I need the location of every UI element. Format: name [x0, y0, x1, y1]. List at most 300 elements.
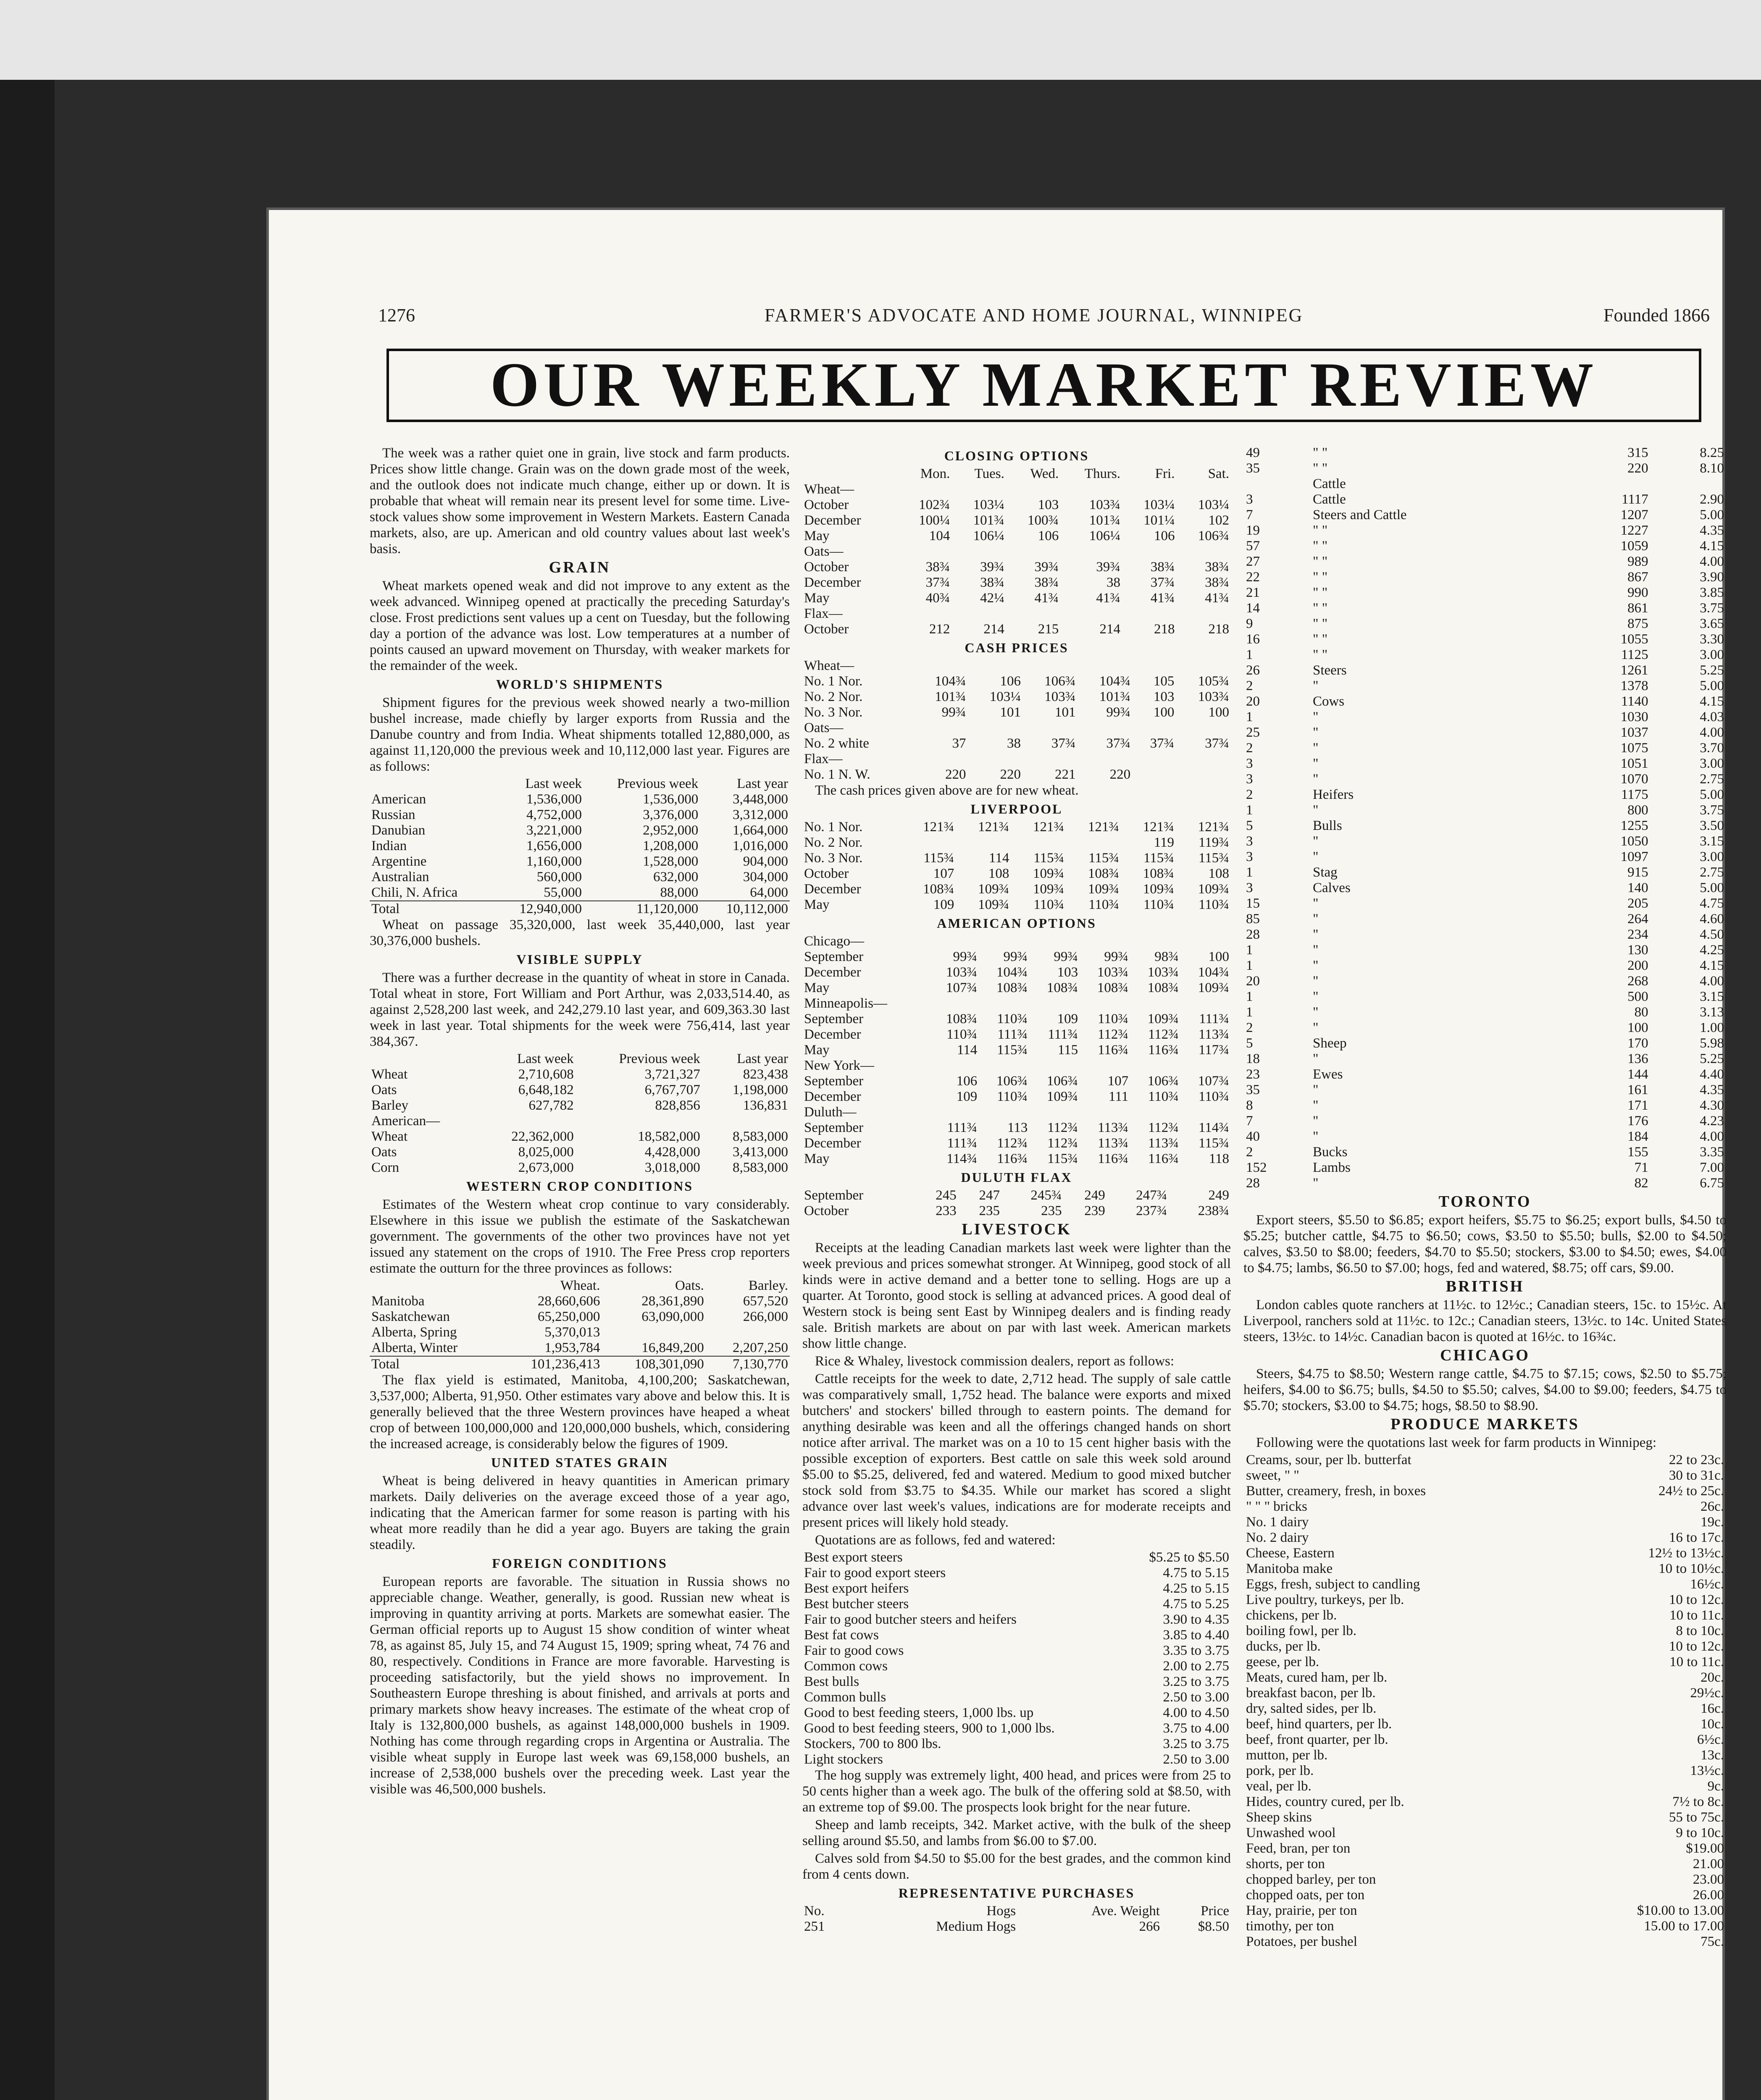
- table-cell: 114: [989, 850, 1009, 866]
- table-cell: 14: [1246, 601, 1260, 616]
- table-cell: 2,673,000: [518, 1160, 574, 1175]
- table-cell: 7: [1246, 507, 1253, 522]
- table-row: [1243, 1810, 1727, 1825]
- table-cell: Butter, creamery, fresh, in boxes: [1246, 1483, 1426, 1499]
- table-row: [1243, 1561, 1727, 1577]
- american-options-heading: AMERICAN OPTIONS: [937, 916, 1096, 931]
- table-cell: Russian: [371, 807, 415, 822]
- table-cell: 23.00: [1693, 1872, 1724, 1887]
- table-cell: [979, 934, 1029, 949]
- chicago-heading: CHICAGO: [1440, 1347, 1530, 1364]
- table-cell: 915: [1627, 865, 1648, 880]
- table-cell: 37¾: [1205, 736, 1229, 751]
- table-cell: 28,660,606: [537, 1294, 600, 1309]
- table-cell: Wheat: [371, 1067, 408, 1082]
- table-cell: 103: [1153, 689, 1175, 704]
- table-cell: 5.00: [1700, 507, 1724, 522]
- table-row: [802, 850, 1231, 866]
- table-cell: [901, 835, 956, 850]
- table-cell: 4.25: [1700, 942, 1724, 958]
- table-cell: " ": [1312, 445, 1328, 460]
- table-cell: 37¾: [1150, 736, 1175, 751]
- table-cell: October: [804, 1203, 849, 1218]
- table-cell: Total: [370, 901, 493, 917]
- table-row: [1243, 958, 1727, 974]
- table-cell: Wheat—: [804, 482, 854, 497]
- table-cell: [1080, 934, 1130, 949]
- table-cell: [951, 544, 1006, 559]
- table-cell: 3.85: [1700, 585, 1724, 600]
- table-cell: 107¾: [946, 980, 978, 995]
- table-cell: 1255: [1620, 818, 1648, 833]
- table-row: [1243, 1794, 1727, 1810]
- table-cell: May: [804, 1151, 830, 1166]
- table-cell: [1029, 934, 1080, 949]
- table-cell: 107¾: [1198, 1074, 1229, 1089]
- table-cell: 106¾: [1044, 674, 1076, 689]
- table-cell: December: [804, 1027, 861, 1042]
- table-cell: chopped oats, per ton: [1246, 1887, 1365, 1903]
- table-row: [1243, 1903, 1727, 1919]
- table-cell: 3.15: [1700, 989, 1724, 1004]
- table-cell: Bulls: [1312, 818, 1342, 833]
- table-cell: 214: [983, 622, 1004, 637]
- table-cell: 18: [1246, 1051, 1260, 1066]
- table-cell: [1006, 606, 1060, 622]
- table-cell: 4.03: [1700, 709, 1724, 724]
- table-cell: 37: [952, 736, 966, 751]
- table-row: [370, 1113, 790, 1129]
- table-cell: 8,025,000: [518, 1144, 574, 1160]
- table-row: [1243, 585, 1727, 601]
- table-cell: 4.15: [1700, 958, 1724, 973]
- table-cell: 28: [1246, 927, 1260, 942]
- table-row: [370, 854, 790, 869]
- table-cell: 71: [1634, 1160, 1648, 1175]
- table-cell: 3.65: [1700, 616, 1724, 631]
- table-cell: Last week: [517, 1051, 574, 1066]
- table-cell: 3.35 to 3.75: [1163, 1643, 1229, 1658]
- table-cell: 108,301,090: [602, 1356, 705, 1372]
- table-cell: 15: [1246, 896, 1260, 911]
- table-cell: December: [804, 1136, 861, 1151]
- table-cell: Price: [1201, 1903, 1229, 1919]
- table-cell: 116¾: [1098, 1151, 1129, 1166]
- table-cell: 15.00 to 17.00: [1644, 1919, 1724, 1934]
- table-cell: Potatoes, per bushel: [1246, 1934, 1357, 1949]
- table-row: [1243, 709, 1727, 725]
- table-row: [1243, 1592, 1727, 1608]
- table-cell: " ": [1312, 647, 1328, 662]
- table-cell: 20: [1246, 974, 1260, 989]
- table-row: [1243, 1608, 1727, 1623]
- table-cell: 1,208,000: [643, 838, 699, 853]
- table-cell: Feed, bran, per ton: [1246, 1841, 1351, 1856]
- table-cell: Manitoba make: [1246, 1561, 1333, 1576]
- table-cell: 3.75 to 4.00: [1163, 1721, 1229, 1736]
- table-row: [802, 882, 1231, 897]
- table-cell: 102¾: [919, 497, 950, 512]
- table-row: [1243, 1685, 1727, 1701]
- table-cell: 16,849,200: [641, 1340, 704, 1355]
- purchases-heading: REPRESENTATIVE PURCHASES: [898, 1885, 1135, 1900]
- table-cell: 144: [1627, 1067, 1648, 1082]
- table-row: [802, 1612, 1231, 1628]
- table-row: [370, 1051, 790, 1067]
- table-cell: 103¼: [1198, 497, 1229, 512]
- table-cell: 26: [1246, 663, 1260, 678]
- table-cell: [1029, 996, 1080, 1011]
- table-row: [1243, 663, 1727, 678]
- table-cell: [1078, 720, 1133, 736]
- table-cell: Steers and Cattle: [1312, 507, 1407, 522]
- table-cell: 152: [1246, 1160, 1267, 1175]
- table-cell: 115¾: [1033, 850, 1064, 866]
- table-cell: 4.35: [1700, 523, 1724, 538]
- table-cell: December: [804, 1089, 861, 1104]
- table-cell: 109¾: [1198, 882, 1229, 897]
- table-cell: [1132, 767, 1176, 782]
- table-cell: 121¾: [978, 819, 1009, 835]
- table-cell: 88,000: [660, 885, 699, 900]
- table-row: [370, 1356, 790, 1372]
- table-cell: 112¾: [1148, 1120, 1179, 1135]
- table-cell: 3.00: [1700, 756, 1724, 771]
- table-cell: 1125: [1621, 647, 1648, 662]
- newspaper-page: [269, 210, 1727, 2100]
- table-cell: 106¼: [973, 528, 1004, 543]
- table-cell: Light stockers: [804, 1752, 883, 1767]
- table-cell: 109¾: [978, 882, 1009, 897]
- table-cell: December: [804, 513, 861, 528]
- table-cell: ducks, per lb.: [1246, 1639, 1321, 1654]
- table-cell: 235: [1041, 1203, 1062, 1218]
- table-cell: 1.00: [1700, 1020, 1724, 1035]
- table-cell: [1132, 751, 1176, 767]
- table-cell: 100: [1153, 705, 1175, 720]
- table-cell: 22: [1246, 570, 1260, 585]
- table-cell: [1651, 476, 1727, 492]
- table-cell: 100: [1627, 1020, 1648, 1035]
- foreign-conditions-heading: FOREIGN CONDITIONS: [492, 1556, 668, 1571]
- table-cell: shorts, per ton: [1246, 1856, 1325, 1872]
- table-cell: 3,413,000: [733, 1144, 788, 1160]
- table-cell: 106¼: [1089, 528, 1121, 543]
- table-cell: 19: [1246, 523, 1260, 538]
- table-cell: 5.00: [1700, 678, 1724, 693]
- table-cell: [1006, 544, 1060, 559]
- table-cell: 220: [1627, 461, 1648, 476]
- table-cell: [1176, 658, 1231, 674]
- table-cell: Lambs: [1312, 1160, 1351, 1175]
- table-cell: No. 3 Nor.: [804, 850, 863, 866]
- table-cell: 109¾: [1143, 882, 1175, 897]
- table-cell: [1180, 1058, 1231, 1074]
- table-cell: 2.50 to 3.00: [1163, 1690, 1229, 1705]
- table-row: [802, 1628, 1231, 1643]
- table-cell: May: [804, 591, 830, 606]
- table-cell: Unwashed wool: [1246, 1825, 1336, 1840]
- table-cell: 214: [1099, 622, 1121, 637]
- table-cell: May: [804, 1042, 830, 1058]
- table-cell: Medium Hogs: [936, 1919, 1016, 1934]
- table-cell: Alberta, Spring: [371, 1325, 457, 1340]
- table-cell: 26.00: [1693, 1887, 1724, 1903]
- table-row: [1243, 911, 1727, 927]
- table-cell: 2,207,250: [733, 1340, 788, 1355]
- table-row: [802, 996, 1231, 1011]
- table-cell: Wheat: [371, 1129, 408, 1144]
- table-row: [1243, 756, 1727, 772]
- table-cell: [1176, 751, 1231, 767]
- table-cell: Duluth—: [804, 1105, 857, 1120]
- table-cell: 247¾: [1136, 1188, 1167, 1203]
- table-cell: 8.10: [1700, 461, 1724, 476]
- table-cell: 41¾: [1205, 591, 1229, 606]
- table-cell: Cattle: [1312, 492, 1346, 507]
- table-cell: 100: [1208, 705, 1229, 720]
- table-cell: 16c.: [1701, 1701, 1724, 1716]
- table-cell: 3: [1246, 880, 1253, 895]
- table-cell: beef, front quarter, per lb.: [1246, 1732, 1388, 1747]
- table-cell: " ": [1312, 616, 1328, 631]
- table-cell: ": [1312, 1129, 1319, 1144]
- table-row: [1243, 1020, 1727, 1036]
- table-row: [802, 466, 1231, 482]
- table-cell: [1122, 544, 1176, 559]
- table-cell: 108¾: [946, 1011, 978, 1026]
- table-cell: Best fat cows: [804, 1628, 879, 1643]
- table-cell: No. 2 dairy: [1246, 1530, 1309, 1545]
- table-cell: ": [1312, 1176, 1319, 1191]
- table-cell: 221: [1055, 767, 1076, 782]
- table-cell: 112¾: [1047, 1136, 1078, 1151]
- table-cell: [967, 751, 1022, 767]
- table-cell: 113: [1007, 1120, 1028, 1135]
- visible-supply-paragraph: There was a further decrease in the quantity of wheat in store in Canada. Total wheat in store, Fort William and Port Arthur, was 2,033,514.40, as against 2,528,200 last week, and 242,279.10 last year, and 609,363.30 last week in last year. Total shipments for the week were 756,414, last year 384,367.: [370, 970, 790, 1049]
- table-cell: 1050: [1620, 834, 1648, 849]
- table-cell: No. 1 dairy: [1246, 1515, 1309, 1530]
- table-row: [802, 1042, 1231, 1058]
- table-row: [802, 1105, 1231, 1120]
- table-row: [1243, 1639, 1727, 1654]
- table-cell: 103¾: [1044, 689, 1076, 704]
- table-cell: 7,130,770: [706, 1356, 790, 1372]
- crop-estimate-table: [370, 1278, 790, 1372]
- table-row: [1243, 523, 1727, 538]
- table-cell: Flax—: [804, 751, 843, 766]
- table-row: [1243, 570, 1727, 585]
- table-cell: 1: [1246, 865, 1253, 880]
- table-row: [1243, 1577, 1727, 1592]
- table-cell: 5.25: [1700, 1051, 1724, 1066]
- table-cell: " ": [1312, 554, 1328, 569]
- table-cell: Alberta, Winter: [371, 1340, 458, 1355]
- table-row: [802, 575, 1231, 591]
- table-cell: 990: [1627, 585, 1648, 600]
- table-cell: 109¾: [1033, 866, 1064, 881]
- table-row: [802, 1705, 1231, 1721]
- table-cell: 75c.: [1701, 1934, 1724, 1949]
- table-cell: 2.75: [1700, 865, 1724, 880]
- table-cell: ": [1312, 834, 1319, 849]
- table-cell: 113¾: [1148, 1136, 1179, 1151]
- table-cell: American: [371, 792, 426, 807]
- table-cell: 101¾: [1099, 689, 1131, 704]
- table-cell: [897, 482, 951, 497]
- table-cell: [1180, 1105, 1231, 1120]
- closing-options-heading: CLOSING OPTIONS: [944, 448, 1089, 463]
- table-cell: 1: [1246, 989, 1253, 1004]
- table-cell: 205: [1627, 896, 1648, 911]
- table-cell: New York—: [804, 1058, 874, 1073]
- table-cell: 1,536,000: [526, 792, 582, 807]
- table-cell: " ": [1312, 538, 1328, 554]
- table-cell: 41¾: [1034, 591, 1059, 606]
- table-cell: [477, 1113, 576, 1129]
- table-cell: 116¾: [1148, 1042, 1179, 1058]
- table-cell: 220: [1000, 767, 1021, 782]
- table-cell: 1097: [1620, 849, 1648, 864]
- table-cell: 266: [1139, 1919, 1160, 1934]
- table-cell: ": [1312, 1051, 1319, 1066]
- table-cell: 3,721,327: [644, 1067, 700, 1082]
- table-cell: 3: [1246, 834, 1253, 849]
- table-cell: 101: [1000, 705, 1021, 720]
- purchases-table: [802, 1903, 1231, 1935]
- table-cell: Indian: [371, 838, 407, 853]
- calves-paragraph: Calves sold from $4.50 to $5.00 for the best grades, and the common kind from 4 cents down.: [802, 1851, 1231, 1882]
- table-cell: 9: [1246, 616, 1253, 631]
- table-row: [1243, 1051, 1727, 1067]
- table-cell: 102: [1208, 513, 1229, 528]
- table-cell: 4.00: [1700, 974, 1724, 989]
- table-cell: 2.75: [1700, 772, 1724, 787]
- produce-intro: Following were the quotations last week for farm products in Winnipeg:: [1256, 1435, 1657, 1450]
- table-cell: 103¼: [973, 497, 1004, 512]
- table-row: [370, 1309, 790, 1325]
- table-cell: ": [1312, 740, 1319, 756]
- table-cell: ": [1312, 678, 1319, 693]
- table-row: [802, 1919, 1231, 1935]
- table-row: [1243, 1530, 1727, 1546]
- table-cell: American—: [371, 1113, 440, 1129]
- table-cell: 99¾: [941, 705, 966, 720]
- table-cell: pork, per lb.: [1246, 1763, 1314, 1778]
- table-cell: 103¾: [1097, 965, 1129, 980]
- table-cell: [1243, 476, 1310, 492]
- table-cell: [967, 658, 1022, 674]
- table-cell: 828,856: [655, 1098, 700, 1113]
- table-cell: 3: [1246, 849, 1253, 864]
- table-row: [370, 1278, 790, 1294]
- table-cell: 103¼: [1143, 497, 1175, 512]
- table-row: [802, 1596, 1231, 1612]
- quotations-table: [802, 1550, 1231, 1767]
- table-cell: 1075: [1620, 740, 1648, 756]
- sheep-paragraph: Sheep and lamb receipts, 342. Market active, with the bulk of the sheep selling around $5.50, and lambs from $6.00 to $7.00.: [802, 1817, 1231, 1848]
- table-cell: No. 2 Nor.: [804, 689, 863, 704]
- table-cell: 800: [1627, 803, 1648, 818]
- table-cell: Corn: [371, 1160, 399, 1175]
- table-cell: 5.00: [1700, 787, 1724, 802]
- table-cell: Danubian: [371, 823, 426, 838]
- table-cell: 115: [1057, 1042, 1078, 1058]
- table-row: [802, 965, 1231, 980]
- table-cell: Oats—: [804, 720, 844, 735]
- table-cell: 110¾: [1148, 1089, 1179, 1104]
- table-cell: 4.23: [1700, 1113, 1724, 1129]
- table-cell: Oats: [371, 1144, 397, 1160]
- livestock-heading: LIVESTOCK: [962, 1221, 1072, 1238]
- table-cell: [967, 720, 1022, 736]
- table-cell: 1,536,000: [643, 792, 699, 807]
- table-cell: 19c.: [1701, 1515, 1724, 1530]
- table-cell: 3.70: [1700, 740, 1724, 756]
- table-cell: Last week: [525, 776, 582, 791]
- table-cell: 1037: [1620, 725, 1648, 740]
- table-cell: [913, 751, 968, 767]
- table-cell: 35: [1246, 1082, 1260, 1097]
- table-cell: [1176, 482, 1231, 497]
- table-cell: [1006, 482, 1060, 497]
- table-cell: Steers: [1312, 663, 1347, 678]
- table-cell: 112¾: [1047, 1120, 1078, 1135]
- table-row: [1243, 740, 1727, 756]
- table-cell: " " " bricks: [1246, 1499, 1307, 1514]
- table-row: [1243, 1856, 1727, 1872]
- table-cell: Wheat—: [804, 658, 854, 673]
- table-cell: 11,120,000: [583, 901, 700, 917]
- table-cell: 989: [1627, 554, 1648, 569]
- table-cell: [979, 1058, 1029, 1074]
- table-cell: May: [804, 897, 830, 912]
- table-cell: 100: [1208, 949, 1229, 964]
- table-row: [370, 776, 790, 792]
- table-cell: Fair to good export steers: [804, 1565, 946, 1580]
- table-cell: 110¾: [1033, 897, 1064, 912]
- table-row: [1243, 616, 1727, 632]
- table-cell: 3.00: [1700, 849, 1724, 864]
- table-cell: ": [1312, 896, 1319, 911]
- table-cell: 115¾: [1198, 850, 1229, 866]
- cash-prices-table: [802, 658, 1231, 782]
- table-cell: 101: [1055, 705, 1076, 720]
- table-cell: 99¾: [1054, 949, 1078, 964]
- table-cell: 3,448,000: [733, 792, 788, 807]
- table-cell: 2.90: [1700, 492, 1724, 507]
- table-row: [802, 705, 1231, 720]
- table-cell: 861: [1627, 601, 1648, 616]
- table-cell: 38: [1107, 575, 1121, 590]
- table-cell: [1176, 544, 1231, 559]
- table-row: [1243, 1732, 1727, 1748]
- table-cell: 3.35: [1700, 1144, 1724, 1160]
- table-cell: 111¾: [1048, 1027, 1078, 1042]
- table-cell: Sat.: [1208, 466, 1229, 481]
- table-cell: 4,752,000: [526, 807, 582, 822]
- table-cell: 5: [1246, 818, 1253, 833]
- table-cell: [1080, 1058, 1130, 1074]
- table-cell: [1132, 658, 1176, 674]
- table-cell: December: [804, 965, 861, 980]
- table-cell: 37¾: [1150, 575, 1175, 590]
- duluth-flax-heading: DULUTH FLAX: [961, 1170, 1072, 1185]
- table-cell: 1,656,000: [526, 838, 582, 853]
- table-cell: 38¾: [1205, 575, 1229, 590]
- table-cell: [928, 996, 979, 1011]
- table-cell: 251: [804, 1919, 825, 1934]
